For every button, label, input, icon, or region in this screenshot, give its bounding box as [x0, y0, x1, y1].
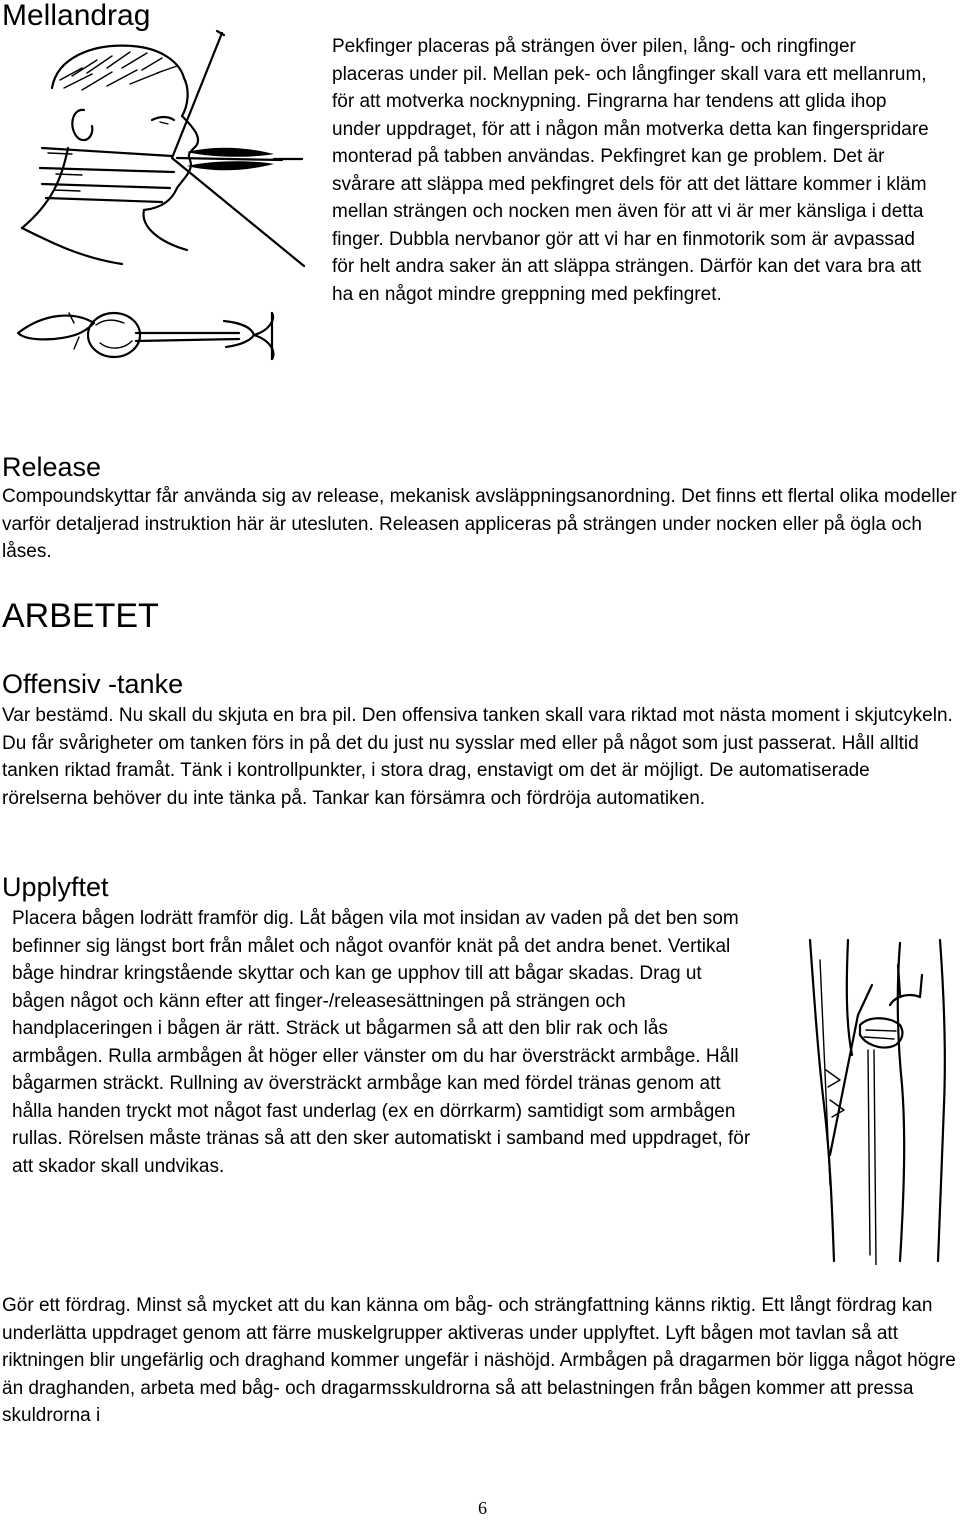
heading-release: Release [2, 452, 102, 482]
page-number: 6 [478, 1498, 487, 1518]
heading-mellandrag: Mellandrag [2, 0, 151, 32]
archer-face-drawing-icon [12, 28, 312, 278]
bow-against-leg-icon [800, 935, 960, 1265]
offensiv-paragraph: Var bestämd. Nu skall du skjuta en bra pil. Den offensiva tanken skall vara riktad mot nästa moment i skjutcykeln. Du får svårigheter om tanken förs in på det du just nu sysslar med eller på något som just passerat. Håll alltid tanken riktad framåt. Tänk i kontrollpunkter, i stora drag, enstavigt om det är möjligt. De automatiserade rörelserna behöver du inte tänka på. Tankar kan försämra och fördröja automatiken. [2, 705, 953, 809]
heading-offensiv-tanke: Offensiv -tanke [2, 669, 184, 699]
heading-upplyftet: Upplyftet [2, 872, 109, 902]
release-paragraph: Compoundskyttar får använda sig av release, mekanisk avsläppningsanordning. Det finns ett flertal olika modeller varför detaljerad instruktion här är utesluten. Releasen appliceras på strängen under nocken eller på ögla och låses. [2, 486, 957, 562]
upplyftet-paragraph: Placera bågen lodrätt framför dig. Låt bågen vila mot insidan av vaden på det ben som befinner sig längst bort från målet och något ovanför knät på det andra benet. Vertikal båge hindrar kringstående skyttar och kan ge upphov till att bågar skadas. Drag ut bågen något och känn efter att finger-/releasesättningen på strängen och handplaceringen i bågen är rätt. Sträck ut bågarmen så att den blir rak och lås armbågen. Rulla armbågen åt höger eller vänster om du har översträckt armbåge. Håll bågarmen sträckt. Rullning av översträckt armbåge kan med fördel tränas genom att hålla handen tryckt mot något fast underlag (ex en dörrkarm) samtidigt som armbågen rullas. Rörelsen måste tränas så att den sker automatiskt i samband med uppdraget, för att skador skall undvikas. [12, 908, 751, 1177]
mellandrag-paragraph: Pekfinger placeras på strängen över pilen, lång- och ringfinger placeras under pil. Mellan pek- och långfinger skall vara ett mellanrum, för att motverka nocknypning. Fingrarna har tendens att glida ihop under uppdraget, för att i någon mån motverka detta kan fingerspridare monterad på tabben användas. Pekfingret kan ge problem. Det är svårare att släppa med pekfingret dels för att det lättare kommer i kläm mellan strängen och nocken men även för att vi är mer känsliga i detta finger. Dubbla nervbanor gör att vi har en finmotorik som är avpassad för helt andra saker än att släppa strängen. Därför kan det vara bra att ha en något mindre greppning med pekfingret. [332, 36, 929, 305]
heading-arbetet: ARBETET [2, 597, 159, 635]
fordrag-paragraph: Gör ett fördrag. Minst så mycket att du kan känna om båg- och strängfattning känns riktig. Ett långt fördrag kan underlätta uppdraget genom att färre muskelgrupper aktiveras under upplyftet. Lyft bågen mot tavlan så att riktningen blir ungefärlig och draghand kommer ungefär i näshöjd. Armbågen på dragarmen bör ligga något högre än draghanden, arbeta med båg- och dragarmsskuldrorna så att belastningen från bågen kommer att pressa skuldrorna i [2, 1295, 956, 1426]
archer-top-view-icon [14, 293, 314, 373]
